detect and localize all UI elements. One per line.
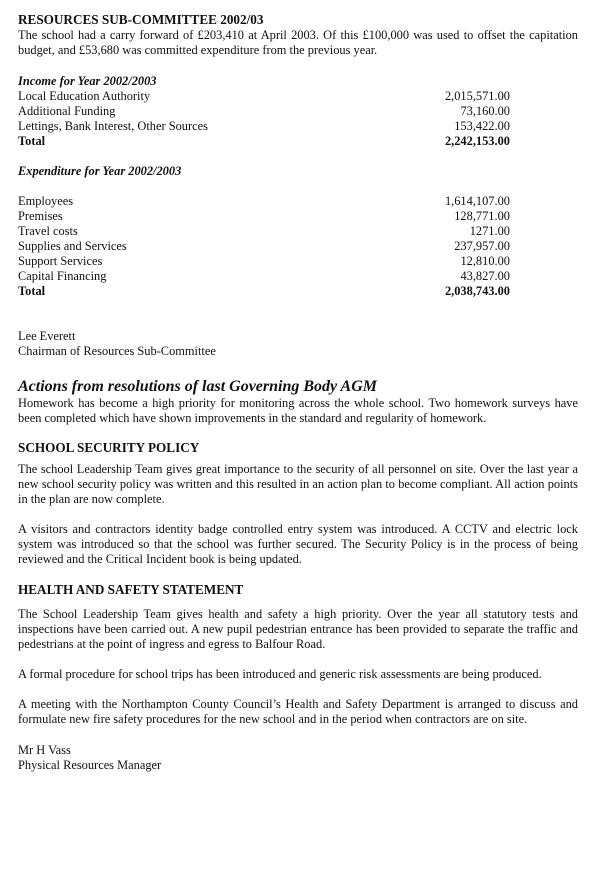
- income-row-value: 153,422.00: [454, 119, 510, 133]
- resources-intro: The school had a carry forward of £203,410 at April 2003. Of this £100,000 was used to offset the capitation budget, and £53,680 was committed expenditure from the previous year.: [18, 28, 578, 57]
- expenditure-row: [18, 194, 578, 209]
- security-paragraph: The school Leadership Team gives great importance to the security of all personnel on site. Over the last year a new school security policy was written and this resulted in an action plan to become compliant. All action points in the plan are now complete.: [18, 462, 578, 506]
- expenditure-row-value: 12,810.00: [460, 254, 510, 268]
- income-heading: Income for Year 2002/2003: [18, 74, 157, 88]
- income-row-label: Local Education Authority: [18, 89, 151, 103]
- income-row-value: 2,015,571.00: [444, 89, 510, 103]
- expenditure-row-label: Capital Financing: [18, 269, 107, 283]
- income-total-row: [18, 134, 578, 149]
- expenditure-row: [18, 224, 578, 239]
- expenditure-total-value: 2,038,743.00: [444, 284, 510, 298]
- expenditure-row-label: Travel costs: [18, 224, 78, 238]
- expenditure-row-label: Employees: [18, 194, 74, 208]
- income-row-label: Lettings, Bank Interest, Other Sources: [18, 119, 208, 133]
- expenditure-row: [18, 254, 578, 269]
- income-row: [18, 89, 578, 104]
- health-signatory-name: Mr H Vass: [18, 743, 71, 757]
- expenditure-row-value: 237,957.00: [454, 239, 510, 253]
- document-page: [18, 12, 578, 773]
- income-row: [18, 119, 578, 134]
- expenditure-row-value: 1,614,107.00: [444, 194, 510, 208]
- expenditure-total-label: Total: [18, 284, 46, 298]
- income-row: [18, 104, 578, 119]
- expenditure-row-value: 128,771.00: [454, 209, 510, 223]
- health-paragraph: A meeting with the Northampton County Council’s Health and Safety Department is arranged to discuss and formulate new fire safety procedures for the new school and in the period when contractors are on site.: [18, 697, 578, 726]
- expenditure-row-label: Premises: [18, 209, 63, 223]
- expenditure-total-row: [18, 284, 578, 299]
- expenditure-row: [18, 209, 578, 224]
- income-total-label: Total: [18, 134, 46, 148]
- resources-signatory-role: Chairman of Resources Sub-Committee: [18, 344, 216, 358]
- income-table: [18, 89, 578, 149]
- income-total-value: 2,242,153.00: [444, 134, 510, 148]
- resources-signatory-name: Lee Everett: [18, 329, 76, 343]
- expenditure-row-label: Supplies and Services: [18, 239, 127, 253]
- health-paragraph: A formal procedure for school trips has been introduced and generic risk assessments are being produced.: [18, 667, 542, 681]
- actions-text: Homework has become a high priority for monitoring across the whole school. Two homework surveys have been completed which have shown improvements in the standard and regularity of homework.: [18, 396, 578, 425]
- resources-title: RESOURCES SUB-COMMITTEE 2002/03: [18, 12, 264, 27]
- expenditure-table: [18, 194, 578, 299]
- actions-title: Actions from resolutions of last Governing Body AGM: [18, 378, 378, 395]
- income-row-label: Additional Funding: [18, 104, 116, 118]
- security-paragraph: A visitors and contractors identity badge controlled entry system was introduced. A CCTV and electric lock system was introduced so that the school was further secured. The Security Policy is in the process of being reviewed and the Critical Incident book is being updated.: [18, 522, 578, 566]
- expenditure-row-value: 43,827.00: [460, 269, 510, 283]
- health-title: HEALTH AND SAFETY STATEMENT: [18, 582, 244, 597]
- health-signatory-role: Physical Resources Manager: [18, 758, 162, 772]
- health-paragraph: The School Leadership Team gives health and safety a high priority. Over the year all statutory tests and inspections have been carried out. A new pupil pedestrian entrance has been provided to separate the traffic and pedestrians at the point of ingress and egress to Balfour Road.: [18, 607, 578, 651]
- expenditure-row-value: 1271.00: [469, 224, 510, 238]
- expenditure-row: [18, 269, 578, 284]
- expenditure-heading: Expenditure for Year 2002/2003: [18, 164, 182, 178]
- income-row-value: 73,160.00: [460, 104, 510, 118]
- expenditure-row: [18, 239, 578, 254]
- expenditure-row-label: Support Services: [18, 254, 103, 268]
- security-title: SCHOOL SECURITY POLICY: [18, 440, 200, 455]
